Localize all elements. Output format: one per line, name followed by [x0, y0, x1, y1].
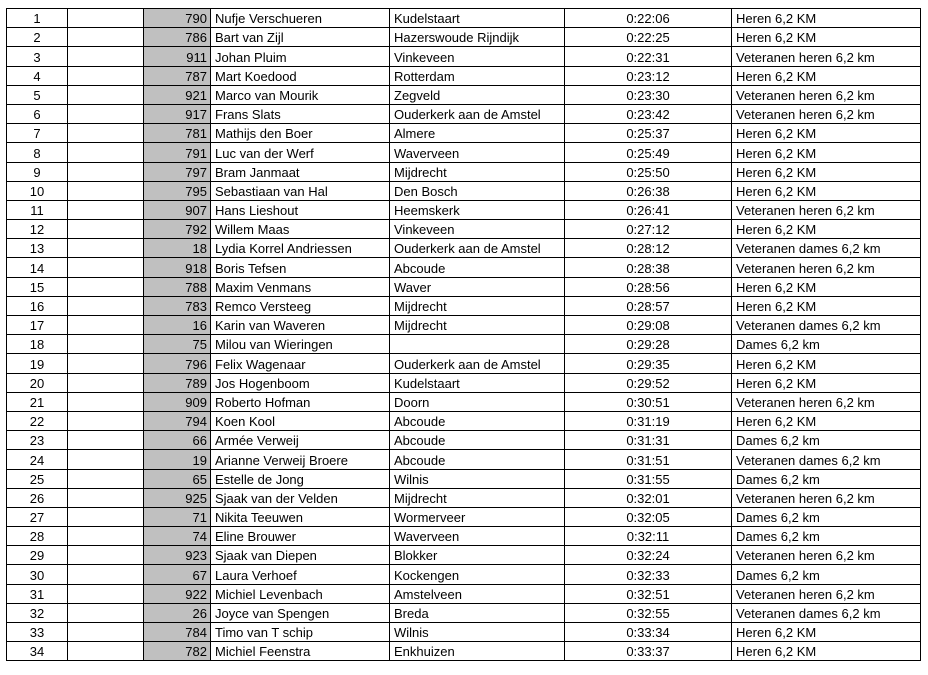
table-row — [7, 373, 921, 392]
bib-number-cell: 795 — [144, 181, 211, 200]
position-cell: 26 — [7, 488, 68, 507]
table-row — [7, 335, 921, 354]
position-cell: 28 — [7, 527, 68, 546]
category-cell: Heren 6,2 KM — [732, 411, 921, 430]
runner-name-cell: Sjaak van Diepen — [211, 546, 390, 565]
runner-name-cell: Felix Wagenaar — [211, 354, 390, 373]
category-cell: Veteranen heren 6,2 km — [732, 104, 921, 123]
city-cell: Den Bosch — [390, 181, 565, 200]
position-cell: 21 — [7, 392, 68, 411]
runner-name-cell: Michiel Levenbach — [211, 584, 390, 603]
finish-time-cell: 0:31:55 — [565, 469, 732, 488]
bib-number-cell: 786 — [144, 28, 211, 47]
city-cell: Enkhuizen — [390, 642, 565, 661]
bib-number-cell: 16 — [144, 316, 211, 335]
table-row — [7, 296, 921, 315]
category-cell: Heren 6,2 KM — [732, 28, 921, 47]
bib-number-cell: 788 — [144, 277, 211, 296]
runner-name-cell: Sjaak van der Velden — [211, 488, 390, 507]
bib-number-cell: 909 — [144, 392, 211, 411]
table-row — [7, 258, 921, 277]
table-row — [7, 603, 921, 622]
table-row — [7, 392, 921, 411]
bib-number-cell: 784 — [144, 623, 211, 642]
table-row — [7, 181, 921, 200]
bib-number-cell: 792 — [144, 220, 211, 239]
category-cell: Veteranen dames 6,2 km — [732, 450, 921, 469]
category-cell: Veteranen heren 6,2 km — [732, 200, 921, 219]
table-row — [7, 143, 921, 162]
finish-time-cell: 0:25:50 — [565, 162, 732, 181]
position-cell: 3 — [7, 47, 68, 66]
finish-time-cell: 0:23:12 — [565, 66, 732, 85]
category-cell: Veteranen heren 6,2 km — [732, 47, 921, 66]
position-cell: 8 — [7, 143, 68, 162]
finish-time-cell: 0:32:05 — [565, 507, 732, 526]
finish-time-cell: 0:23:42 — [565, 104, 732, 123]
category-cell: Heren 6,2 KM — [732, 9, 921, 28]
city-cell: Abcoude — [390, 450, 565, 469]
results-body — [7, 9, 921, 661]
category-cell: Heren 6,2 KM — [732, 162, 921, 181]
finish-time-cell: 0:28:38 — [565, 258, 732, 277]
finish-time-cell: 0:29:52 — [565, 373, 732, 392]
table-row — [7, 507, 921, 526]
category-cell: Dames 6,2 km — [732, 431, 921, 450]
table-row — [7, 47, 921, 66]
city-cell: Ouderkerk aan de Amstel — [390, 239, 565, 258]
runner-name-cell: Bart van Zijl — [211, 28, 390, 47]
position-cell: 25 — [7, 469, 68, 488]
table-row — [7, 162, 921, 181]
city-cell: Vinkeveen — [390, 47, 565, 66]
position-cell: 27 — [7, 507, 68, 526]
table-row — [7, 239, 921, 258]
empty-cell — [68, 104, 144, 123]
position-cell: 7 — [7, 124, 68, 143]
empty-cell — [68, 47, 144, 66]
position-cell: 10 — [7, 181, 68, 200]
position-cell: 22 — [7, 411, 68, 430]
empty-cell — [68, 527, 144, 546]
finish-time-cell: 0:32:55 — [565, 603, 732, 622]
city-cell: Doorn — [390, 392, 565, 411]
city-cell: Mijdrecht — [390, 488, 565, 507]
table-row — [7, 450, 921, 469]
city-cell: Heemskerk — [390, 200, 565, 219]
category-cell: Veteranen heren 6,2 km — [732, 488, 921, 507]
table-row — [7, 277, 921, 296]
empty-cell — [68, 277, 144, 296]
runner-name-cell: Boris Tefsen — [211, 258, 390, 277]
table-row — [7, 28, 921, 47]
runner-name-cell: Estelle de Jong — [211, 469, 390, 488]
finish-time-cell: 0:22:31 — [565, 47, 732, 66]
finish-time-cell: 0:31:19 — [565, 411, 732, 430]
empty-cell — [68, 28, 144, 47]
finish-time-cell: 0:25:37 — [565, 124, 732, 143]
table-row — [7, 220, 921, 239]
runner-name-cell: Remco Versteeg — [211, 296, 390, 315]
finish-time-cell: 0:26:41 — [565, 200, 732, 219]
city-cell: Kudelstaart — [390, 373, 565, 392]
category-cell: Veteranen heren 6,2 km — [732, 546, 921, 565]
finish-time-cell: 0:23:30 — [565, 85, 732, 104]
finish-time-cell: 0:26:38 — [565, 181, 732, 200]
empty-cell — [68, 200, 144, 219]
table-row — [7, 85, 921, 104]
category-cell: Heren 6,2 KM — [732, 354, 921, 373]
empty-cell — [68, 335, 144, 354]
bib-number-cell: 789 — [144, 373, 211, 392]
runner-name-cell: Koen Kool — [211, 411, 390, 430]
position-cell: 31 — [7, 584, 68, 603]
city-cell: Mijdrecht — [390, 296, 565, 315]
city-cell: Zegveld — [390, 85, 565, 104]
category-cell: Heren 6,2 KM — [732, 143, 921, 162]
city-cell: Abcoude — [390, 431, 565, 450]
bib-number-cell: 925 — [144, 488, 211, 507]
runner-name-cell: Mart Koedood — [211, 66, 390, 85]
category-cell: Heren 6,2 KM — [732, 277, 921, 296]
position-cell: 5 — [7, 85, 68, 104]
table-row — [7, 623, 921, 642]
position-cell: 29 — [7, 546, 68, 565]
bib-number-cell: 796 — [144, 354, 211, 373]
empty-cell — [68, 450, 144, 469]
city-cell: Rotterdam — [390, 66, 565, 85]
city-cell: Almere — [390, 124, 565, 143]
empty-cell — [68, 565, 144, 584]
city-cell — [390, 335, 565, 354]
bib-number-cell: 783 — [144, 296, 211, 315]
empty-cell — [68, 411, 144, 430]
table-row — [7, 411, 921, 430]
category-cell: Veteranen dames 6,2 km — [732, 316, 921, 335]
category-cell: Veteranen dames 6,2 km — [732, 239, 921, 258]
bib-number-cell: 917 — [144, 104, 211, 123]
city-cell: Abcoude — [390, 258, 565, 277]
finish-time-cell: 0:25:49 — [565, 143, 732, 162]
category-cell: Heren 6,2 KM — [732, 181, 921, 200]
empty-cell — [68, 296, 144, 315]
position-cell: 17 — [7, 316, 68, 335]
city-cell: Kudelstaart — [390, 9, 565, 28]
finish-time-cell: 0:31:31 — [565, 431, 732, 450]
position-cell: 11 — [7, 200, 68, 219]
category-cell: Heren 6,2 KM — [732, 220, 921, 239]
empty-cell — [68, 181, 144, 200]
empty-cell — [68, 507, 144, 526]
empty-cell — [68, 124, 144, 143]
city-cell: Hazerswoude Rijndijk — [390, 28, 565, 47]
category-cell: Veteranen dames 6,2 km — [732, 603, 921, 622]
runner-name-cell: Johan Pluim — [211, 47, 390, 66]
bib-number-cell: 918 — [144, 258, 211, 277]
city-cell: Mijdrecht — [390, 316, 565, 335]
position-cell: 19 — [7, 354, 68, 373]
empty-cell — [68, 316, 144, 335]
runner-name-cell: Roberto Hofman — [211, 392, 390, 411]
bib-number-cell: 787 — [144, 66, 211, 85]
bib-number-cell: 19 — [144, 450, 211, 469]
position-cell: 18 — [7, 335, 68, 354]
table-row — [7, 354, 921, 373]
empty-cell — [68, 603, 144, 622]
bib-number-cell: 782 — [144, 642, 211, 661]
position-cell: 14 — [7, 258, 68, 277]
bib-number-cell: 66 — [144, 431, 211, 450]
runner-name-cell: Sebastiaan van Hal — [211, 181, 390, 200]
position-cell: 32 — [7, 603, 68, 622]
category-cell: Veteranen heren 6,2 km — [732, 85, 921, 104]
finish-time-cell: 0:32:33 — [565, 565, 732, 584]
city-cell: Waverveen — [390, 527, 565, 546]
finish-time-cell: 0:32:51 — [565, 584, 732, 603]
runner-name-cell: Jos Hogenboom — [211, 373, 390, 392]
city-cell: Vinkeveen — [390, 220, 565, 239]
empty-cell — [68, 488, 144, 507]
finish-time-cell: 0:31:51 — [565, 450, 732, 469]
position-cell: 23 — [7, 431, 68, 450]
position-cell: 20 — [7, 373, 68, 392]
city-cell: Wilnis — [390, 623, 565, 642]
runner-name-cell: Hans Lieshout — [211, 200, 390, 219]
position-cell: 2 — [7, 28, 68, 47]
category-cell: Dames 6,2 km — [732, 565, 921, 584]
bib-number-cell: 921 — [144, 85, 211, 104]
table-row — [7, 546, 921, 565]
bib-number-cell: 67 — [144, 565, 211, 584]
runner-name-cell: Michiel Feenstra — [211, 642, 390, 661]
runner-name-cell: Armée Verweij — [211, 431, 390, 450]
bib-number-cell: 797 — [144, 162, 211, 181]
bib-number-cell: 781 — [144, 124, 211, 143]
runner-name-cell: Joyce van Spengen — [211, 603, 390, 622]
table-row — [7, 527, 921, 546]
category-cell: Heren 6,2 KM — [732, 66, 921, 85]
position-cell: 16 — [7, 296, 68, 315]
runner-name-cell: Karin van Waveren — [211, 316, 390, 335]
finish-time-cell: 0:29:28 — [565, 335, 732, 354]
table-row — [7, 431, 921, 450]
position-cell: 13 — [7, 239, 68, 258]
category-cell: Heren 6,2 KM — [732, 623, 921, 642]
bib-number-cell: 791 — [144, 143, 211, 162]
finish-time-cell: 0:33:37 — [565, 642, 732, 661]
category-cell: Dames 6,2 km — [732, 469, 921, 488]
bib-number-cell: 65 — [144, 469, 211, 488]
category-cell: Veteranen heren 6,2 km — [732, 584, 921, 603]
bib-number-cell: 922 — [144, 584, 211, 603]
table-row — [7, 565, 921, 584]
category-cell: Heren 6,2 KM — [732, 373, 921, 392]
bib-number-cell: 18 — [144, 239, 211, 258]
city-cell: Ouderkerk aan de Amstel — [390, 104, 565, 123]
city-cell: Breda — [390, 603, 565, 622]
empty-cell — [68, 546, 144, 565]
position-cell: 1 — [7, 9, 68, 28]
empty-cell — [68, 66, 144, 85]
position-cell: 4 — [7, 66, 68, 85]
finish-time-cell: 0:32:24 — [565, 546, 732, 565]
category-cell: Veteranen heren 6,2 km — [732, 258, 921, 277]
empty-cell — [68, 220, 144, 239]
empty-cell — [68, 584, 144, 603]
bib-number-cell: 911 — [144, 47, 211, 66]
finish-time-cell: 0:28:57 — [565, 296, 732, 315]
position-cell: 34 — [7, 642, 68, 661]
city-cell: Mijdrecht — [390, 162, 565, 181]
runner-name-cell: Lydia Korrel Andriessen — [211, 239, 390, 258]
city-cell: Abcoude — [390, 411, 565, 430]
empty-cell — [68, 623, 144, 642]
bib-number-cell: 71 — [144, 507, 211, 526]
city-cell: Waver — [390, 277, 565, 296]
finish-time-cell: 0:22:06 — [565, 9, 732, 28]
bib-number-cell: 26 — [144, 603, 211, 622]
category-cell: Dames 6,2 km — [732, 507, 921, 526]
finish-time-cell: 0:27:12 — [565, 220, 732, 239]
position-cell: 33 — [7, 623, 68, 642]
position-cell: 12 — [7, 220, 68, 239]
runner-name-cell: Milou van Wieringen — [211, 335, 390, 354]
bib-number-cell: 74 — [144, 527, 211, 546]
city-cell: Wilnis — [390, 469, 565, 488]
table-row — [7, 200, 921, 219]
empty-cell — [68, 239, 144, 258]
position-cell: 9 — [7, 162, 68, 181]
table-row — [7, 66, 921, 85]
runner-name-cell: Mathijs den Boer — [211, 124, 390, 143]
city-cell: Waverveen — [390, 143, 565, 162]
finish-time-cell: 0:33:34 — [565, 623, 732, 642]
position-cell: 15 — [7, 277, 68, 296]
empty-cell — [68, 9, 144, 28]
empty-cell — [68, 354, 144, 373]
finish-time-cell: 0:29:35 — [565, 354, 732, 373]
city-cell: Amstelveen — [390, 584, 565, 603]
runner-name-cell: Luc van der Werf — [211, 143, 390, 162]
table-row — [7, 316, 921, 335]
category-cell: Veteranen heren 6,2 km — [732, 392, 921, 411]
position-cell: 24 — [7, 450, 68, 469]
finish-time-cell: 0:32:11 — [565, 527, 732, 546]
runner-name-cell: Arianne Verweij Broere — [211, 450, 390, 469]
empty-cell — [68, 373, 144, 392]
category-cell: Heren 6,2 KM — [732, 124, 921, 143]
table-row — [7, 104, 921, 123]
category-cell: Dames 6,2 km — [732, 527, 921, 546]
empty-cell — [68, 642, 144, 661]
finish-time-cell: 0:28:56 — [565, 277, 732, 296]
table-row — [7, 124, 921, 143]
finish-time-cell: 0:28:12 — [565, 239, 732, 258]
city-cell: Ouderkerk aan de Amstel — [390, 354, 565, 373]
table-row — [7, 488, 921, 507]
runner-name-cell: Marco van Mourik — [211, 85, 390, 104]
finish-time-cell: 0:32:01 — [565, 488, 732, 507]
bib-number-cell: 75 — [144, 335, 211, 354]
empty-cell — [68, 85, 144, 104]
position-cell: 6 — [7, 104, 68, 123]
runner-name-cell: Frans Slats — [211, 104, 390, 123]
results-table — [6, 8, 921, 661]
category-cell: Heren 6,2 KM — [732, 642, 921, 661]
table-row — [7, 469, 921, 488]
bib-number-cell: 794 — [144, 411, 211, 430]
table-row — [7, 9, 921, 28]
table-row — [7, 584, 921, 603]
city-cell: Wormerveer — [390, 507, 565, 526]
runner-name-cell: Willem Maas — [211, 220, 390, 239]
runner-name-cell: Nufje Verschueren — [211, 9, 390, 28]
empty-cell — [68, 258, 144, 277]
table-row — [7, 642, 921, 661]
runner-name-cell: Nikita Teeuwen — [211, 507, 390, 526]
category-cell: Dames 6,2 km — [732, 335, 921, 354]
finish-time-cell: 0:22:25 — [565, 28, 732, 47]
runner-name-cell: Laura Verhoef — [211, 565, 390, 584]
runner-name-cell: Eline Brouwer — [211, 527, 390, 546]
empty-cell — [68, 143, 144, 162]
city-cell: Blokker — [390, 546, 565, 565]
bib-number-cell: 923 — [144, 546, 211, 565]
empty-cell — [68, 392, 144, 411]
empty-cell — [68, 431, 144, 450]
empty-cell — [68, 162, 144, 181]
bib-number-cell: 907 — [144, 200, 211, 219]
runner-name-cell: Maxim Venmans — [211, 277, 390, 296]
category-cell: Heren 6,2 KM — [732, 296, 921, 315]
finish-time-cell: 0:30:51 — [565, 392, 732, 411]
empty-cell — [68, 469, 144, 488]
runner-name-cell: Bram Janmaat — [211, 162, 390, 181]
position-cell: 30 — [7, 565, 68, 584]
bib-number-cell: 790 — [144, 9, 211, 28]
runner-name-cell: Timo van T schip — [211, 623, 390, 642]
city-cell: Kockengen — [390, 565, 565, 584]
finish-time-cell: 0:29:08 — [565, 316, 732, 335]
